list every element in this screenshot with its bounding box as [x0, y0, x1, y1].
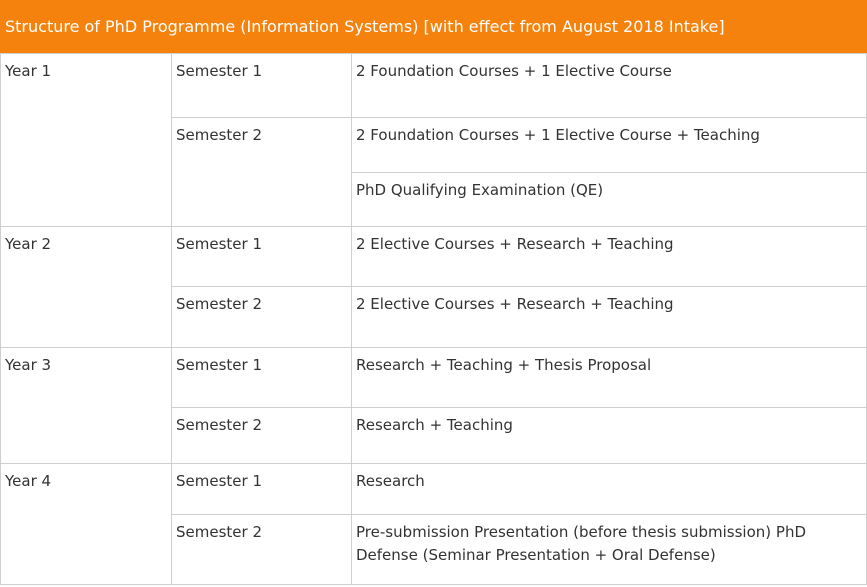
semester-cell: Semester 2: [172, 118, 352, 227]
year-cell: Year 3: [1, 348, 172, 464]
activity-cell: Research + Teaching: [352, 408, 867, 464]
year-cell: Year 2: [1, 227, 172, 348]
activity-cell: Research: [352, 464, 867, 515]
year-cell: Year 1: [1, 54, 172, 227]
activity-cell: 2 Foundation Courses + 1 Elective Course: [352, 54, 867, 118]
semester-cell: Semester 1: [172, 464, 352, 515]
table-row: [1, 54, 867, 118]
activity-cell: 2 Elective Courses + Research + Teaching: [352, 287, 867, 348]
semester-cell: Semester 2: [172, 408, 352, 464]
semester-cell: Semester 1: [172, 227, 352, 287]
semester-cell: Semester 2: [172, 287, 352, 348]
semester-cell: Semester 1: [172, 54, 352, 118]
table-row: [1, 227, 867, 287]
table-title: Structure of PhD Programme (Information Systems) [with effect from August 2018 Intake]: [0, 0, 867, 53]
programme-table: [0, 53, 867, 585]
table-row: [1, 348, 867, 408]
table-row: [1, 464, 867, 515]
semester-cell: Semester 2: [172, 515, 352, 585]
semester-cell: Semester 1: [172, 348, 352, 408]
activity-cell: 2 Foundation Courses + 1 Elective Course + Teaching: [352, 118, 867, 173]
activity-cell: 2 Elective Courses + Research + Teaching: [352, 227, 867, 287]
activity-cell: PhD Qualifying Examination (QE): [352, 173, 867, 227]
activity-cell: Research + Teaching + Thesis Proposal: [352, 348, 867, 408]
year-cell: Year 4: [1, 464, 172, 585]
activity-cell: Pre-submission Presentation (before thesis submission) PhD Defense (Seminar Presentation + Oral Defense): [352, 515, 867, 585]
